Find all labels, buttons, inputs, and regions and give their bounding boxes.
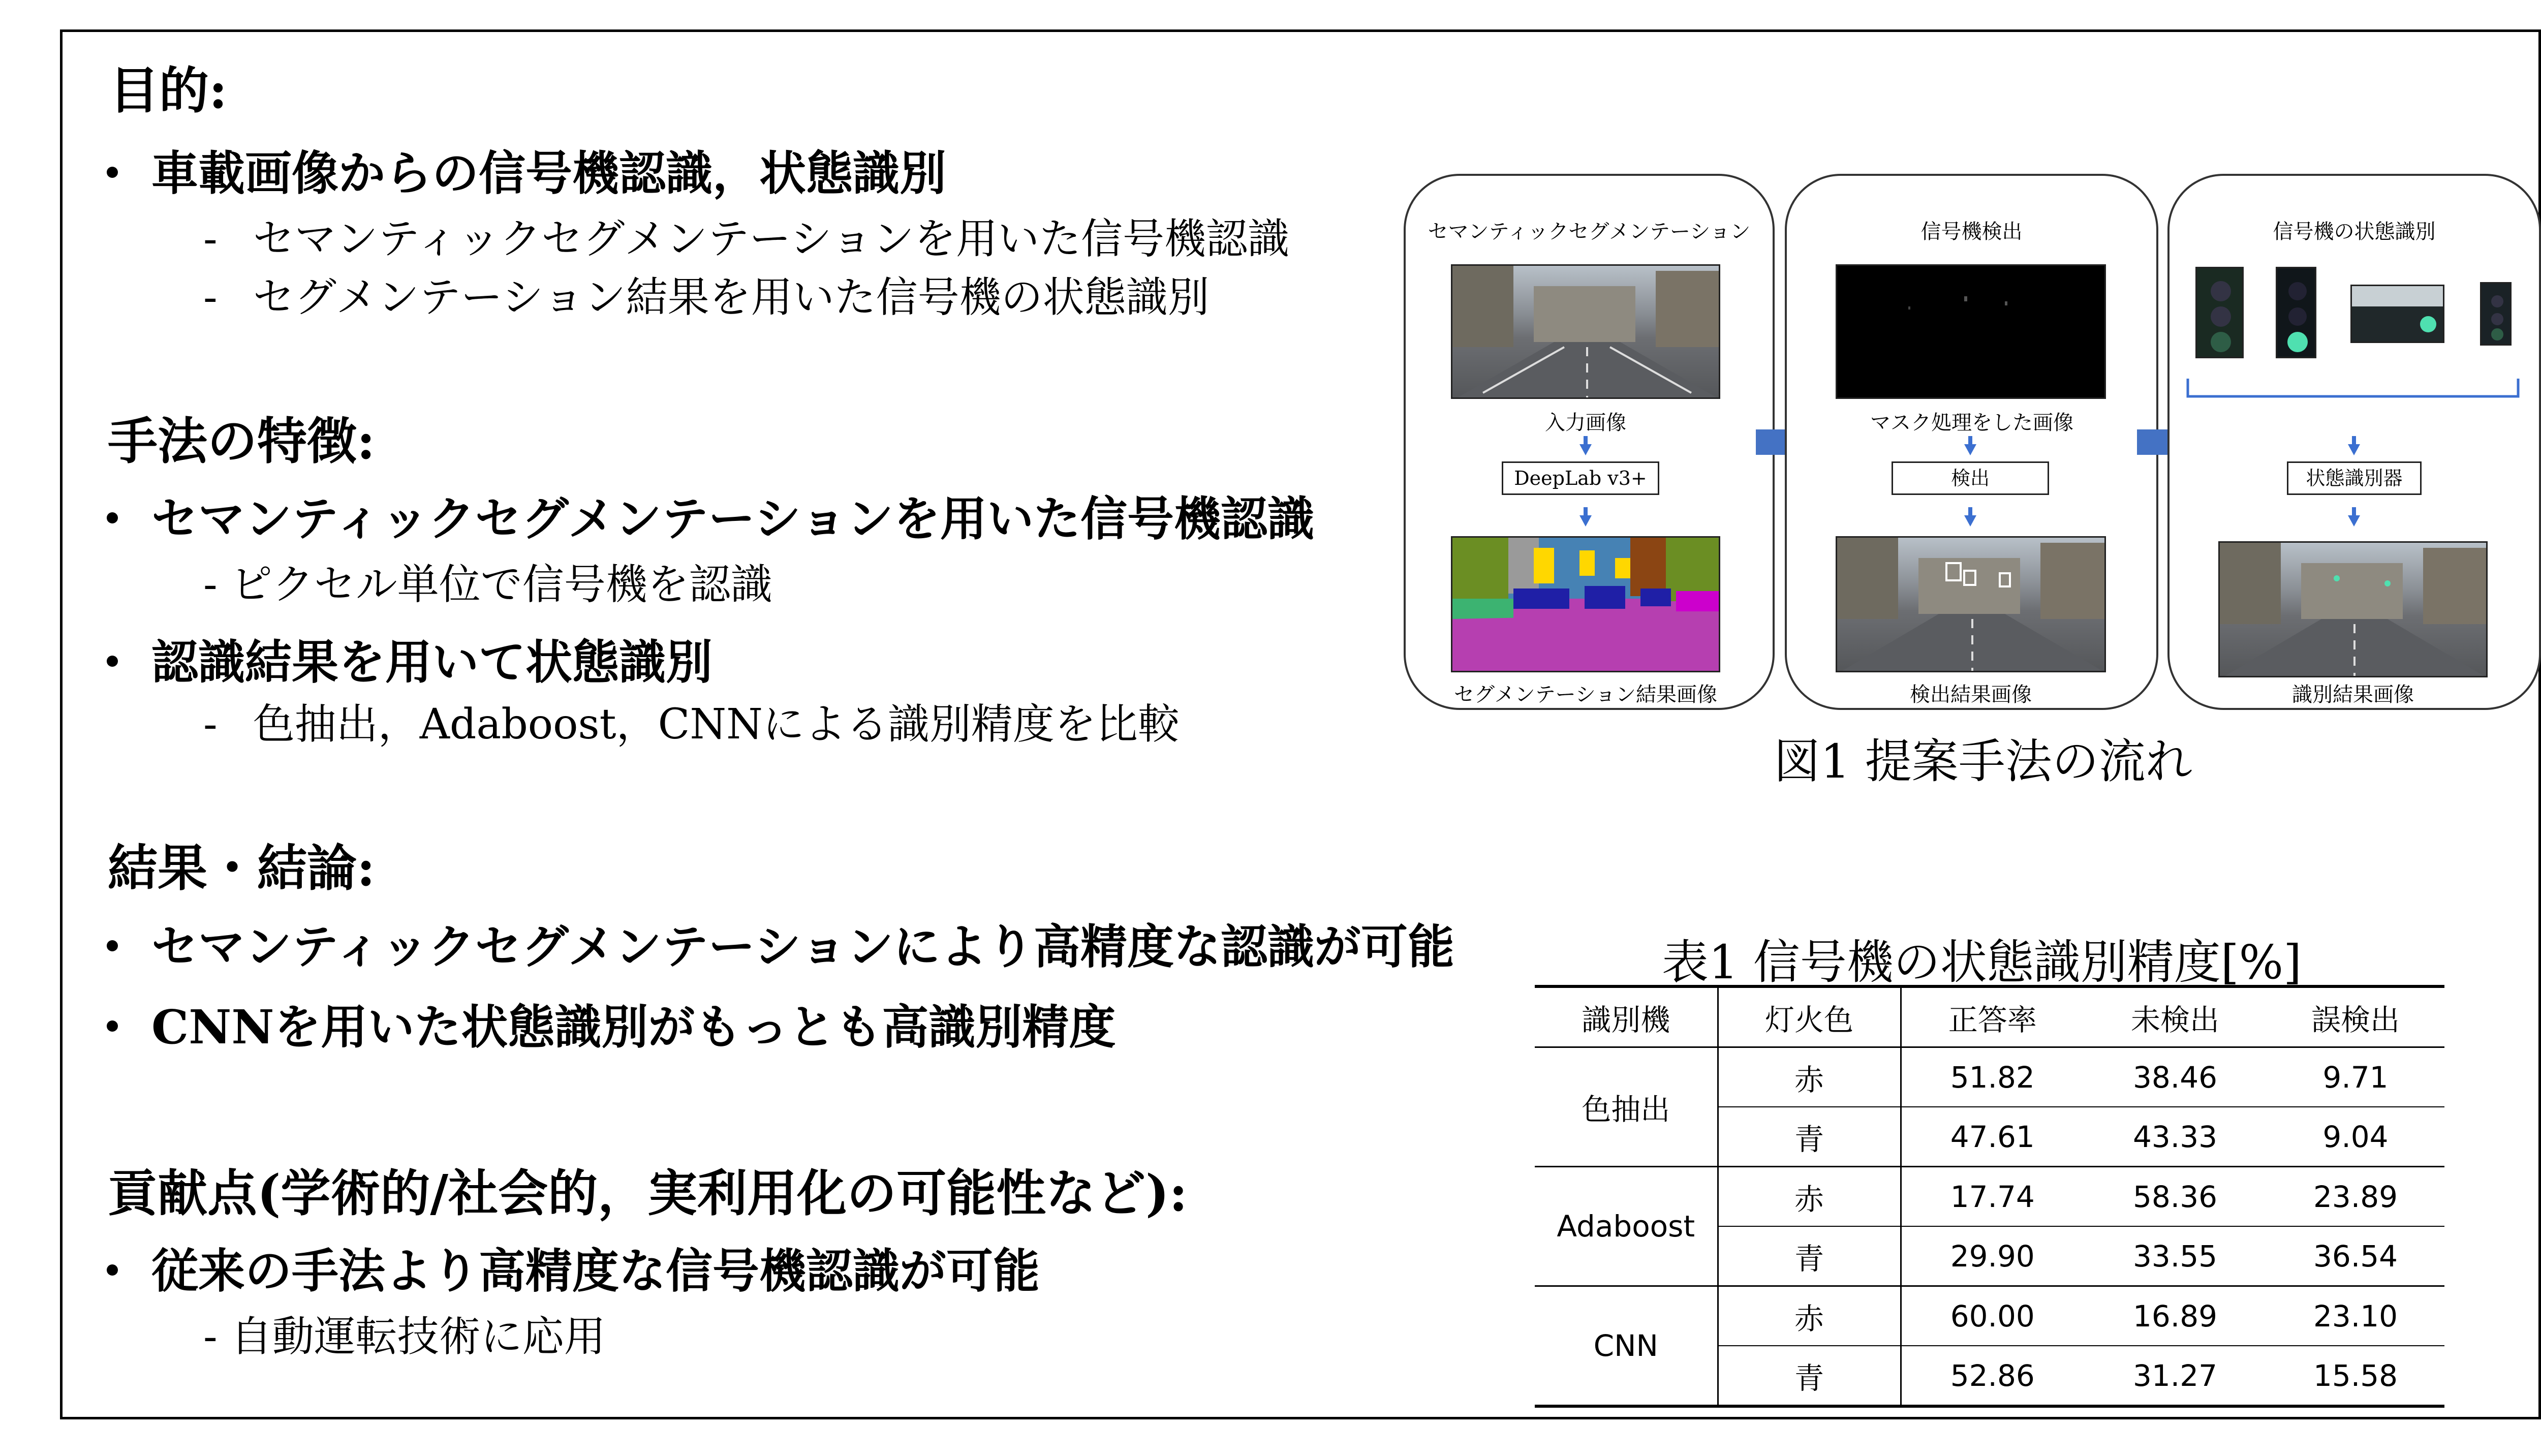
correct-cell: 47.61: [1901, 1107, 2084, 1167]
purpose-bullet: 車載画像からの信号機認識，状態識別: [107, 136, 946, 203]
down-arrow-icon: [1579, 444, 1592, 455]
missed-cell: 58.36: [2084, 1167, 2267, 1227]
masked-image: [1836, 264, 2106, 399]
features-heading: 手法の特徴:: [108, 412, 376, 471]
features-bullet-2-sub: - 色抽出，Adaboost，CNNによる識別精度を比較: [203, 700, 1180, 749]
results-heading: 結果・結論:: [108, 839, 376, 897]
correct-cell: 60.00: [1901, 1286, 2084, 1346]
traffic-light-crop-3: [2350, 285, 2444, 343]
input-image: [1451, 264, 1720, 399]
classifier-cell: Adaboost: [1535, 1167, 1718, 1286]
table-title: 表1 信号機の状態識別精度[%]: [1662, 935, 2302, 989]
features-bullet-2: 認識結果を用いて状態識別: [107, 625, 712, 692]
correct-cell: 17.74: [1901, 1167, 2084, 1227]
false-detect-cell: 36.54: [2267, 1226, 2444, 1286]
down-arrow-icon: [1964, 444, 1976, 455]
light-color-cell: 青: [1718, 1226, 1901, 1286]
bullet-dot: [107, 656, 118, 667]
results-bullet-1: セマンティックセグメンテーションにより高精度な認識が可能: [107, 910, 1454, 977]
classification-result-image: [2218, 541, 2488, 677]
bracket-icon: [2185, 376, 2521, 401]
accuracy-table: [1535, 985, 2444, 1408]
header-correct-rate: 正答率: [1901, 986, 2084, 1047]
masked-image-caption: マスク処理をした画像: [1870, 411, 2073, 435]
missed-cell: 43.33: [2084, 1107, 2267, 1167]
detection-result-caption: 検出結果画像: [1910, 683, 2032, 706]
light-color-cell: 赤: [1718, 1047, 1901, 1107]
light-color-cell: 青: [1718, 1107, 1901, 1167]
bullet-dot: [107, 940, 118, 951]
light-color-cell: 赤: [1718, 1286, 1901, 1346]
false-detect-cell: 9.04: [2267, 1107, 2444, 1167]
false-detect-cell: 23.10: [2267, 1286, 2444, 1346]
bullet-dot: [107, 167, 118, 178]
classifier-cell: CNN: [1535, 1286, 1718, 1407]
light-color-cell: 青: [1718, 1346, 1901, 1406]
classifier-box: 状態識別器: [2287, 461, 2422, 495]
panel-detection-title: 信号機検出: [1920, 220, 2023, 243]
bullet-dot: [107, 1264, 118, 1276]
detection-result-image: [1836, 536, 2106, 672]
classification-result-caption: 識別結果画像: [2292, 683, 2414, 706]
traffic-light-crop-4: [2480, 282, 2512, 346]
table-row: [1535, 1047, 2444, 1107]
table-row: [1535, 1167, 2444, 1227]
classifier-cell: 色抽出: [1535, 1047, 1718, 1167]
header-classifier: 識別機: [1535, 986, 1718, 1047]
missed-cell: 16.89: [2084, 1286, 2267, 1346]
down-arrow-icon: [2348, 444, 2360, 455]
light-color-cell: 赤: [1718, 1167, 1901, 1227]
features-bullet-1-sub: - ピクセル単位で信号機を認識: [203, 561, 772, 609]
false-detect-cell: 23.89: [2267, 1167, 2444, 1227]
down-arrow-icon: [2348, 515, 2360, 526]
input-image-caption: 入力画像: [1545, 411, 1626, 435]
false-detect-cell: 15.58: [2267, 1346, 2444, 1406]
deeplab-box: DeepLab v3+: [1502, 461, 1659, 495]
header-light-color: 灯火色: [1718, 986, 1901, 1047]
down-arrow-icon: [1964, 515, 1976, 526]
features-bullet-1: セマンティックセグメンテーションを用いた信号機認識: [107, 482, 1314, 549]
contribution-heading: 貢献点(学術的/社会的，実利用化の可能性など):: [108, 1164, 1188, 1223]
missed-cell: 31.27: [2084, 1346, 2267, 1406]
results-bullet-2: CNNを用いた状態識別がもっとも高識別精度: [107, 990, 1115, 1057]
bullet-dot: [107, 512, 118, 523]
contribution-bullet: 従来の手法より高精度な信号機認識が可能: [107, 1234, 1040, 1301]
header-missed: 未検出: [2084, 986, 2267, 1047]
correct-cell: 51.82: [1901, 1047, 2084, 1107]
panel-classification-title: 信号機の状態識別: [2273, 220, 2436, 243]
purpose-heading: 目的:: [109, 61, 228, 120]
down-arrow-icon: [1579, 515, 1592, 526]
missed-cell: 33.55: [2084, 1226, 2267, 1286]
contribution-sub: - 自動運転技術に応用: [203, 1313, 606, 1361]
bullet-dot: [107, 1020, 118, 1032]
table-row: [1535, 1286, 2444, 1346]
missed-cell: 38.46: [2084, 1047, 2267, 1107]
table-header-row: [1535, 986, 2444, 1047]
header-false-detection: 誤検出: [2267, 986, 2444, 1047]
segmentation-image: [1451, 536, 1720, 672]
panel-segmentation-title: セマンティックセグメンテーション: [1428, 220, 1751, 243]
detect-box: 検出: [1892, 461, 2049, 495]
figure-caption: 図1 提案手法の流れ: [1774, 734, 2192, 789]
traffic-light-crop-1: [2195, 267, 2244, 358]
correct-cell: 52.86: [1901, 1346, 2084, 1406]
purpose-sub-2: - セグメンテーション結果を用いた信号機の状態識別: [203, 273, 1210, 322]
purpose-sub-1: - セマンティックセグメンテーションを用いた信号機認識: [203, 215, 1290, 263]
correct-cell: 29.90: [1901, 1226, 2084, 1286]
traffic-light-crop-2: [2276, 267, 2316, 358]
false-detect-cell: 9.71: [2267, 1047, 2444, 1107]
segmentation-image-caption: セグメンテーション結果画像: [1454, 683, 1717, 706]
